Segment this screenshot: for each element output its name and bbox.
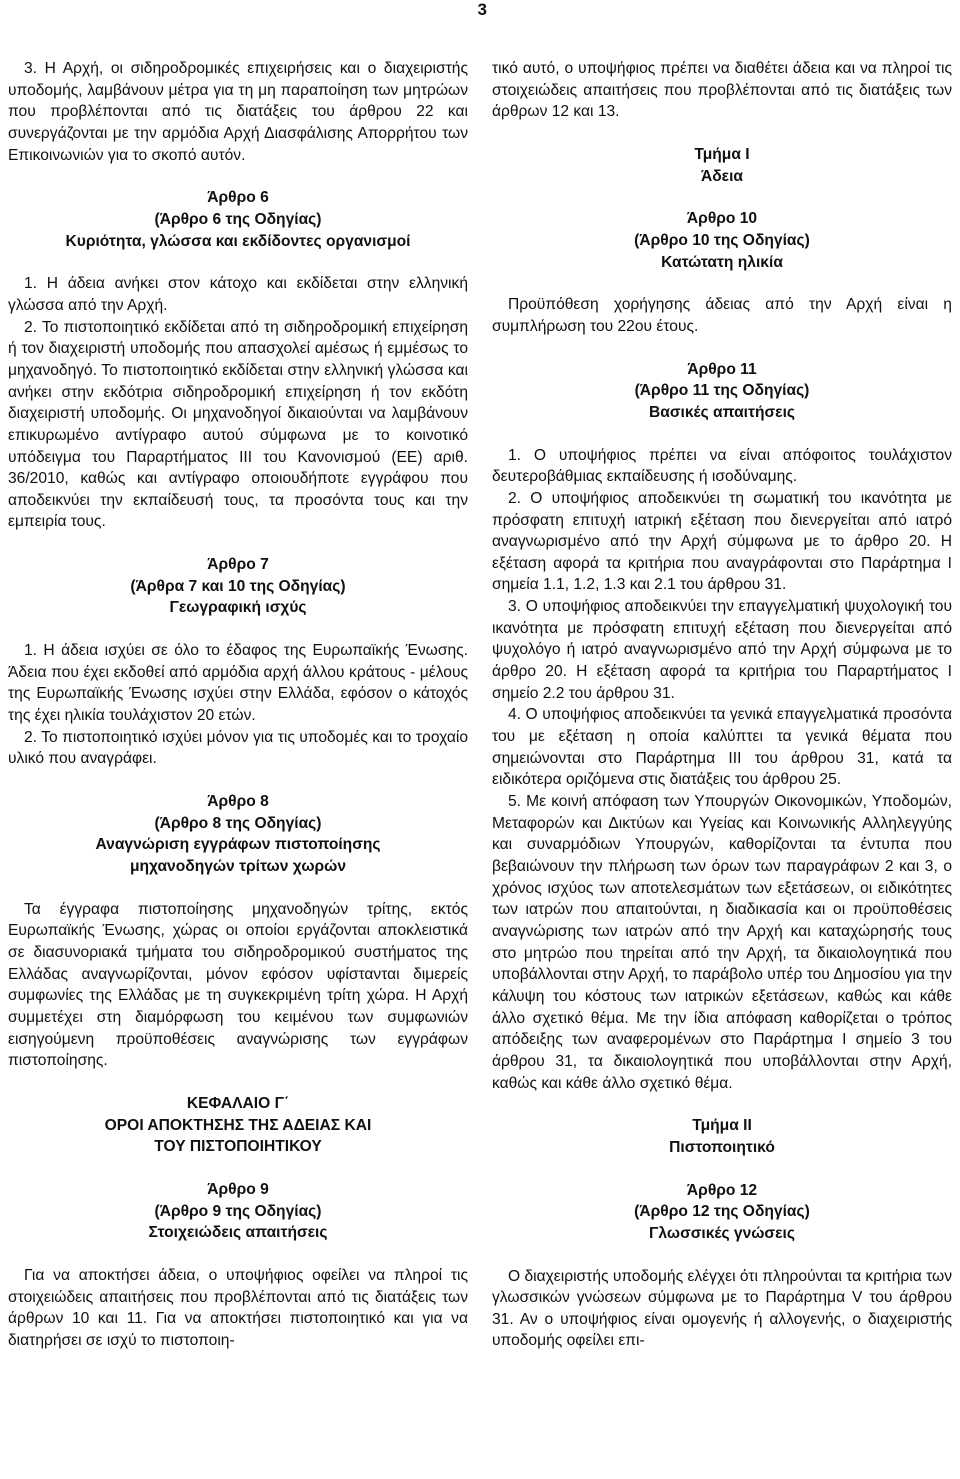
- article-7-heading: [8, 554, 468, 619]
- paragraph: 2. Το πιστοποιητικό εκδίδεται από τη σιδηροδρομική επιχείρηση ή τον διαχειριστή υποδομής που απασχολεί αμέσως ή εμμέσως το μηχανοδηγό. Το πιστοποιητικό εκδίδεται στην ελληνική γλώσσα και ανήκει στην εκδότρια σιδηροδρομική επιχείρηση ή τον εκδότη διαχειριστή υποδομής. Οι μηχανοδηγοί δικαιούνται να λαμβάνουν επικυρωμένο αντίγραφο αυτού σύμφωνα με το κοινοτικό υπόδειγμα του Παραρτήματος ΙΙΙ του Κανονισμού (ΕΕ) αριθ. 36/2010, καθώς και αντίγραφο οποιουδήποτε εγγράφου που αποδεικνύει την εκπαίδευσή τους, τα προσόντα τους και την εμπειρία τους.: [8, 318, 468, 531]
- paragraph: 2. Το πιστοποιητικό ισχύει μόνον για τις υποδομές και το τροχαίο υλικό που αναγράφει.: [8, 728, 468, 768]
- article-directive-ref: (Άρθρο 11 της Οδηγίας): [634, 382, 810, 400]
- paragraph: τικό αυτό, ο υποψήφιος πρέπει να διαθέτει άδεια και να πληροί τις στοιχειώδεις απαιτήσεις που προβλέπονται από τις διατάξεις των άρθρων 12 και 13.: [492, 60, 952, 121]
- chapter-subtitle: ΟΡΟΙ ΑΠΟΚΤΗΣΗΣ ΤΗΣ ΑΔΕΙΑΣ ΚΑΙ: [104, 1116, 372, 1134]
- paragraph: 4. Ο υποψήφιος αποδεικνύει τα γενικά επαγγελματικά προσόντα του με εξέταση η οποία καλύπτει τα γενικά θέματα που σημειώνονται στο Παράρτημα ΙΙΙ του άρθρου 31, κατά τα ειδικότερα οριζόμενα στις διατάξεις του άρθρου 25.: [492, 706, 952, 789]
- article-subject: Γεωγραφική ισχύς: [169, 599, 307, 617]
- article-title: Άρθρο 7: [207, 556, 269, 574]
- article-10-heading: [492, 208, 952, 273]
- paragraph: 3. Η Αρχή, οι σιδηροδρομικές επιχειρήσεις και ο διαχειριστής υποδομής, λαμβάνουν μέτρα για τη μη παραποίηση των μητρώων που προβλέπονται από τις διατάξεις του άρθρου 22 και συνεργάζονται με την αρμόδια Αρχή Διασφάλισης Απορρήτου των Επικοινωνιών για το σκοπό αυτόν.: [8, 60, 468, 164]
- article-subject: Κατώτατη ηλικία: [661, 253, 783, 271]
- article-subject: Κυριότητα, γλώσσα και εκδίδοντες οργανισμοί: [65, 232, 411, 250]
- article-title: Άρθρο 10: [686, 210, 758, 228]
- article-subject: Γλωσσικές γνώσεις: [649, 1224, 795, 1242]
- article-directive-ref: (Άρθρο 6 της Οδηγίας): [154, 210, 322, 228]
- article-subject: Βασικές απαιτήσεις: [648, 403, 796, 421]
- chapter-title: ΚΕΦΑΛΑΙΟ Γ΄: [186, 1094, 290, 1112]
- article-directive-ref: (Άρθρο 12 της Οδηγίας): [634, 1203, 810, 1221]
- paragraph: 3. Ο υποψήφιος αποδεικνύει την επαγγελματική ψυχολογική του ικανότητα με πρόσφατη επιτυχή εξέταση που διενεργείται από ψυχολόγο ή ιατρό αναγνωρισμένο από την Αρχή σύμφωνα με το άρθρο 20. Η εξέταση αφορά τα κριτήρια του Παραρτήματος Ι σημείο 2.2 του άρθρου 31.: [492, 598, 952, 702]
- article-title: Άρθρο 6: [207, 189, 269, 207]
- article-6-heading: [8, 187, 468, 252]
- paragraph: Για να αποκτήσει άδεια, ο υποψήφιος οφείλει να πληροί τις στοιχειώδεις απαιτήσεις που προβλέπονται από τις διατάξεις των άρθρων 10 και 11. Για να αποκτήσει πιστοποιητικό και για να διατηρήσει σε ισχύ το πιστοποιη-: [8, 1266, 468, 1349]
- paragraph: 1. Η άδεια ανήκει στον κάτοχο και εκδίδεται στην ελληνική γλώσσα από την Αρχή.: [8, 275, 468, 314]
- article-9-heading: [8, 1179, 468, 1244]
- article-subject: Στοιχειώδεις απαιτήσεις: [148, 1224, 328, 1242]
- page-number: 3: [477, 0, 487, 19]
- section-title: Τμήμα Ι: [694, 145, 750, 163]
- paragraph: 1. Ο υποψήφιος πρέπει να είναι απόφοιτος τουλάχιστον δευτεροβάθμιας εκπαίδευσης ή ισοδύναμης.: [492, 446, 952, 486]
- paragraph: 1. Η άδεια ισχύει σε όλο το έδαφος της Ευρωπαϊκής Ένωσης. Άδεια που έχει εκδοθεί από αρμόδια αρχή άλλου κράτους - μέλους της Ευρωπαϊκής Ένωσης ισχύει στην Ελλάδα, εφόσον ο κάτοχός της έχει ηλικία τουλάχιστον 20 ετών.: [8, 642, 468, 725]
- article-directive-ref: (Άρθρα 7 και 10 της Οδηγίας): [130, 577, 346, 595]
- chapter-subtitle: ΤΟΥ ΠΙΣΤΟΠΟΙΗΤΙΚΟΥ: [154, 1138, 322, 1156]
- article-subject: Αναγνώριση εγγράφων πιστοποίησης: [95, 836, 381, 854]
- article-8-heading: [8, 791, 468, 878]
- article-12-heading: [492, 1180, 952, 1245]
- section-title: Τμήμα ΙΙ: [692, 1117, 752, 1135]
- article-directive-ref: (Άρθρο 8 της Οδηγίας): [154, 814, 322, 832]
- section-subject: Άδεια: [700, 167, 744, 185]
- article-directive-ref: (Άρθρο 10 της Οδηγίας): [634, 231, 810, 249]
- article-title: Άρθρο 11: [687, 360, 757, 378]
- paragraph: Ο διαχειριστής υποδομής ελέγχει ότι πληρούνται τα κριτήρια των γλωσσικών γνώσεων σύμφωνα με το Παράρτημα V του άρθρου 31. Αν ο υποψήφιος είναι ομογενής ή αλλογενής, ο διαχειριστής υποδομής οφείλει επι-: [492, 1267, 952, 1350]
- section-2-heading: [492, 1115, 952, 1158]
- article-subject: μηχανοδηγών τρίτων χωρών: [129, 858, 347, 875]
- paragraph: 5. Με κοινή απόφαση των Υπουργών Οικονομικών, Υποδομών, Μεταφορών και Δικτύων και Υγείας και Κοινωνικής Αλληλεγγύης και συναρμόδιων Υπουργών, καθορίζονται τα έντυπα που βεβαιώνουν την πλήρωση των όρων των παραγράφων 2 και 3, ο χρόνος ισχύος των αποτελεσμάτων των εξετάσεων, οι ειδικότητες των ιατρών που απαιτούνται, η διαδικασία και οι προϋποθέσεις αναγνώρισης των ιατρών από την Αρχή και καταχώρησής τους στο μητρώο που τηρείται από την Αρχή, τα δικαιολογητικά που υποβάλλονται στην Αρχή, το παράβολο υπέρ του Δημοσίου για την κάλυψη του κόστους των ιατρικών εξετάσεων, καθώς και κάθε άλλο σχετικό θέμα. Με την ίδια απόφαση καθορίζεται ο τρόπος απόδειξης των αναφερομένων στο Παράρτημα Ι σημείο 3 του άρθρου 31, τα δικαιολογητικά που υποβάλλονται στην Αρχή, καθώς και κάθε άλλο σχετικό θέμα.: [492, 793, 952, 1092]
- article-title: Άρθρο 12: [686, 1181, 758, 1199]
- right-column: [492, 58, 952, 1352]
- article-title: Άρθρο 8: [207, 793, 269, 811]
- paragraph: 2. Ο υποψήφιος αποδεικνύει τη σωματική του ικανότητα με πρόσφατη επιτυχή ιατρική εξέταση που διενεργείται από ιατρό αναγνωρισμένο από την Αρχή σύμφωνα με το άρθρο 20. Η εξέταση αφορά τα κριτήρια που αναγράφονται στο Παράρτημα Ι σημεία 1.1, 1.2, 1.3 και 2.1 του άρθρου 31.: [492, 489, 952, 594]
- paragraph: Τα έγγραφα πιστοποίησης μηχανοδηγών τρίτης, εκτός Ευρωπαϊκής Ένωσης, χώρας οι οποίοι εργάζονται αποκλειστικά σε διασυνοριακά τμήματα του σιδηροδρομικού συστήματος της Ελλάδας αναγνωρίζονται, μόνον εφόσον υφίστανται διμερείς συμφωνίες της Ελλάδας με τη συγκεκριμένη τρίτη χώρα. Η Αρχή συμμετέχει στη διαμόρφωση του κειμένου των συμφωνιών εισηγούμενη προϋποθέσεις αναγνώρισης των εγγράφων πιστοποίησης.: [8, 900, 468, 1070]
- section-1-heading: [492, 144, 952, 187]
- chapter-heading: [8, 1093, 468, 1158]
- paragraph: Προϋπόθεση χορήγησης άδειας από την Αρχή είναι η συμπλήρωση του 22ου έτους.: [492, 296, 952, 335]
- article-11-heading: [492, 359, 952, 424]
- left-column: [8, 58, 468, 1351]
- article-directive-ref: (Άρθρο 9 της Οδηγίας): [154, 1202, 322, 1220]
- article-title: Άρθρο 9: [207, 1180, 269, 1198]
- section-subject: Πιστοποιητικό: [669, 1138, 775, 1156]
